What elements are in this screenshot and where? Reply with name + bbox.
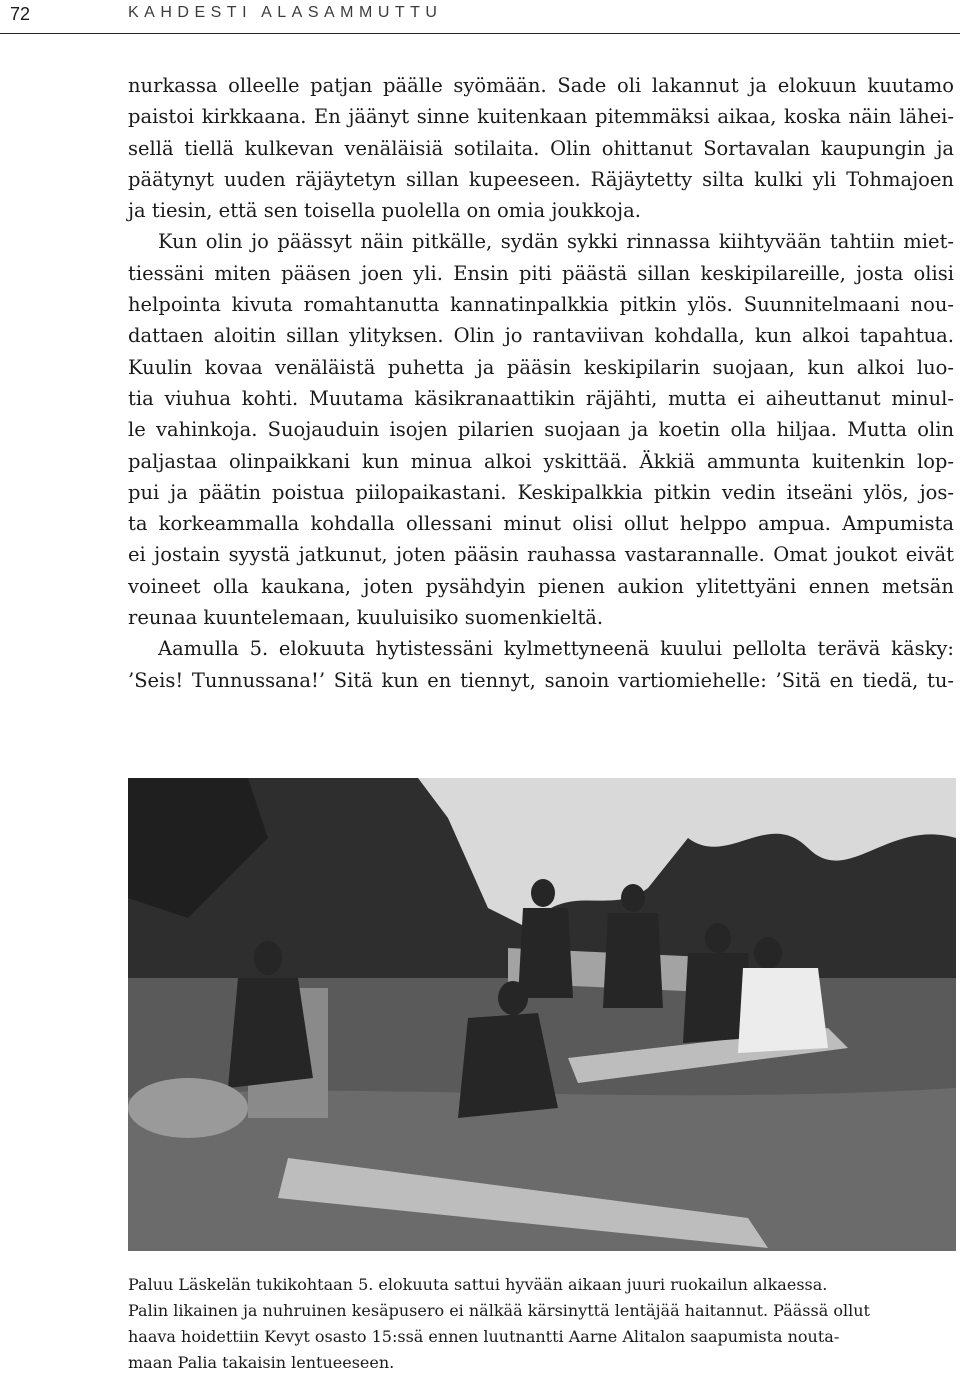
photo-caption xyxy=(128,1272,954,1376)
photo-figure-head xyxy=(754,937,782,969)
body-line: ja tiesin, että sen toisella puolella on omia joukkoja. xyxy=(128,199,641,223)
body-line: ’Seis! Tunnussana!’ Sitä kun en tiennyt, sanoin vartiomiehelle: ’Sitä en tiedä, tu- xyxy=(128,668,954,692)
caption-line: maan Palia takaisin lentueeseen. xyxy=(128,1353,395,1372)
body-line: helpointa kivuta romahtanutta kannatinpalkkia pitkin ylös. Suunnitelmaani nou- xyxy=(128,293,954,317)
body-line: tiessäni miten pääsen joen yli. Ensin piti päästä sillan keskipilareille, josta olisi xyxy=(128,261,954,285)
body-line: Kuulin kovaa venäläistä puhetta ja pääsin keskipilarin suojaan, kun alkoi luo- xyxy=(128,355,954,379)
caption-line: haava hoidettiin Kevyt osasto 15:ssä ennen luutnantti Aarne Alitalon saapumista nouta- xyxy=(128,1327,840,1346)
photo-white-shirt xyxy=(738,968,828,1053)
soldiers-eating-photo xyxy=(128,778,956,1251)
body-line: Aamulla 5. elokuuta hytistessäni kylmettyneenä kuului pellolta terävä käsky: xyxy=(158,637,954,661)
photograph xyxy=(128,778,956,1251)
page-number: 72 xyxy=(10,4,31,24)
caption-line: Palin likainen ja nuhruinen kesäpusero ei nälkää kärsinyttä lentäjää haitannut. Päässä ollut xyxy=(128,1301,870,1320)
photo-sack xyxy=(128,1078,248,1138)
body-line: Kun olin jo päässyt näin pitkälle, sydän sykki rinnassa kiihtyvään tahtiin miet- xyxy=(158,230,954,254)
body-text xyxy=(128,70,954,696)
body-line: le vahinkoja. Suojauduin isojen pilarien suojaan ja koetin olla hiljaa. Mutta olin xyxy=(128,418,954,442)
body-line: dattaen aloitin sillan ylityksen. Olin jo rantaviivan kohdalla, kun alkoi tapahtua. xyxy=(128,324,954,348)
body-line: sellä tiellä kulkevan venäläisiä sotilaita. Olin ohittanut Sortavalan kaupungin ja xyxy=(128,136,954,160)
body-line: pui ja päätin poistua piilopaikastani. Keskipalkkia pitkin vedin itseäni ylös, jos- xyxy=(128,480,954,504)
body-line: päätynyt uuden räjäytetyn sillan kupeeseen. Räjäytetty silta kulki yli Tohmajoen xyxy=(128,167,954,191)
running-header: KAHDESTI ALASAMMUTTU xyxy=(128,4,443,21)
caption-line: Paluu Läskelän tukikohtaan 5. elokuuta sattui hyvään aikaan juuri ruokailun alkaessa. xyxy=(128,1275,828,1294)
body-line: ei jostain syystä jatkunut, joten pääsin rauhassa vastarannalle. Omat joukot eivät xyxy=(128,543,954,567)
body-line: reunaa kuuntelemaan, kuuluisiko suomenkieltä. xyxy=(128,606,604,630)
body-line: paljastaa olinpaikkani kun minua alkoi yskittää. Äkkiä ammunta kuitenkin lop- xyxy=(128,449,954,473)
body-line: tia viuhua kohti. Muutama käsikranaattikin räjähti, mutta ei aiheuttanut minul- xyxy=(128,386,954,410)
body-line: nurkassa olleelle patjan päälle syömään. Sade oli lakannut ja elokuun kuutamo xyxy=(128,74,954,97)
body-line: voineet olla kaukana, joten pysähdyin pienen aukion ylitettyäni ennen metsän xyxy=(128,574,954,598)
header-rule xyxy=(0,33,960,34)
body-line: ta korkeammalla kohdalla ollessani minut olisi ollut helppo ampua. Ampumista xyxy=(128,512,954,536)
body-line: paistoi kirkkaana. En jäänyt sinne kuitenkaan pitemmäksi aikaa, koska näin lähei- xyxy=(128,105,954,129)
